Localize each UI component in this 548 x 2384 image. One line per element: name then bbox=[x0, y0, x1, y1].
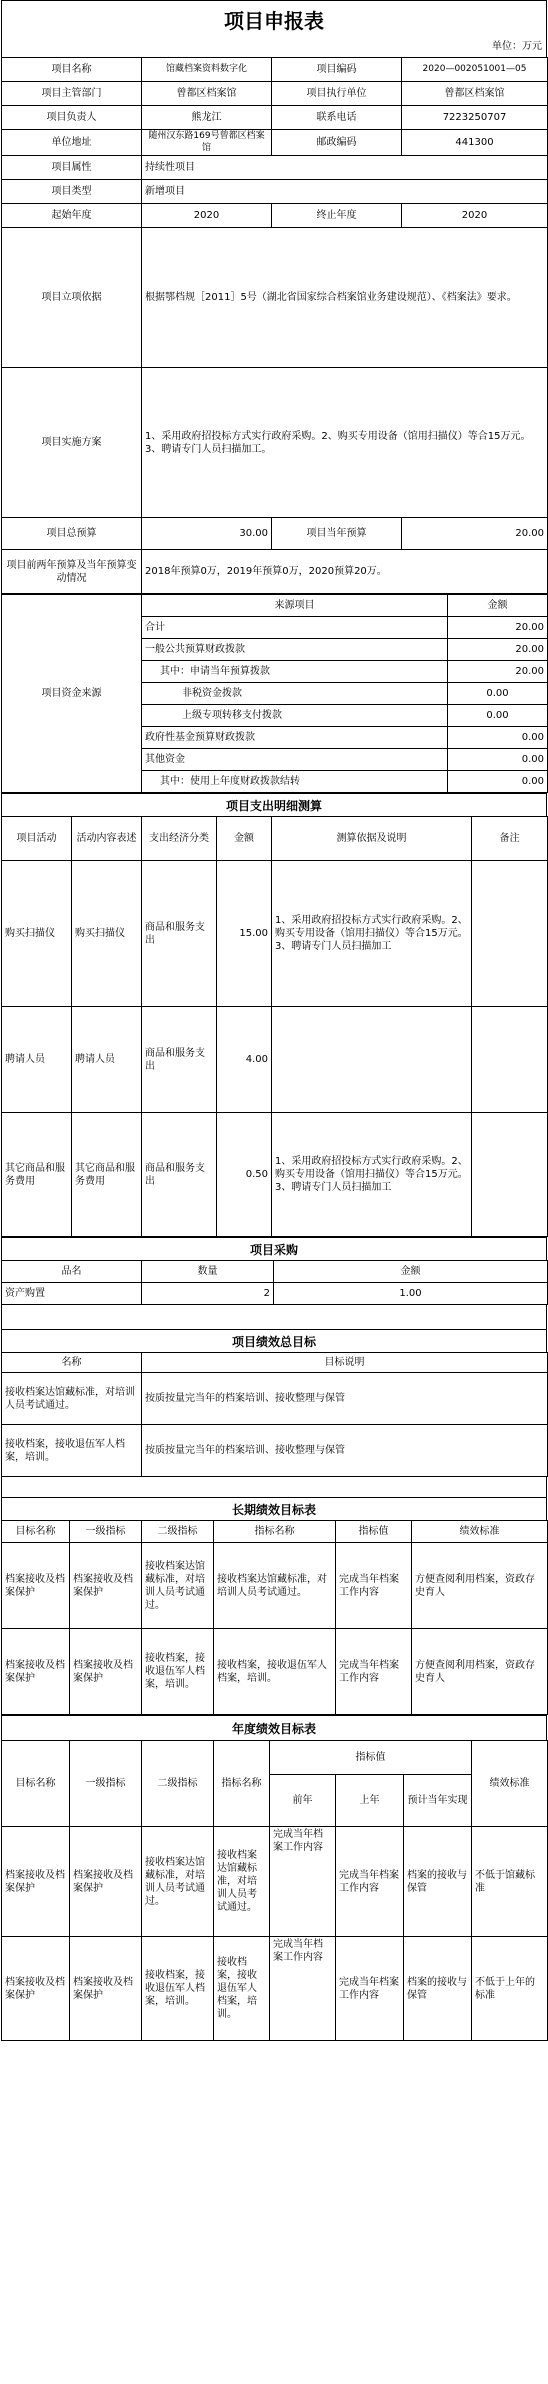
long-l1: 档案接收及档案保护 bbox=[70, 1543, 142, 1629]
funding-col-amount: 金额 bbox=[448, 595, 548, 617]
detail-row bbox=[2, 861, 548, 1007]
detail-note bbox=[472, 1007, 548, 1113]
funding-source: 其中：申请当年预算拨款 bbox=[142, 661, 448, 683]
long-table bbox=[1, 1520, 548, 1715]
purchase-table bbox=[1, 1260, 548, 1305]
type-row bbox=[2, 180, 548, 204]
detail-class: 商品和服务支出 bbox=[142, 1007, 217, 1113]
long-row bbox=[2, 1629, 548, 1715]
annual-prev1: 完成当年档案工作内容 bbox=[336, 1827, 404, 1937]
long-title: 长期绩效目标表 bbox=[1, 1497, 547, 1520]
detail-note bbox=[472, 861, 548, 1007]
detail-content: 购买扫描仪 bbox=[72, 861, 142, 1007]
long-value: 完成当年档案工作内容 bbox=[336, 1543, 412, 1629]
purchase-header bbox=[2, 1261, 548, 1283]
detail-amount: 4.00 bbox=[217, 1007, 272, 1113]
detail-class: 商品和服务支出 bbox=[142, 1113, 217, 1237]
info-row bbox=[2, 130, 548, 156]
annual-col-l2: 二级指标 bbox=[142, 1741, 214, 1827]
perf-name: 接收档案，接收退伍军人档案，培训。 bbox=[2, 1425, 142, 1477]
info-label: 单位地址 bbox=[2, 130, 142, 156]
long-l1: 档案接收及档案保护 bbox=[70, 1629, 142, 1715]
annual-l2: 接收档案达馆藏标准，对培训人员考试通过。 bbox=[142, 1827, 214, 1937]
page-title: 项目申报表 bbox=[1, 0, 547, 37]
info-value: 441300 bbox=[402, 130, 548, 156]
long-l2: 接收档案达馆藏标准，对培训人员考试通过。 bbox=[142, 1543, 214, 1629]
detail-activity: 其它商品和服务费用 bbox=[2, 1113, 72, 1237]
perf-title: 项目绩效总目标 bbox=[1, 1329, 547, 1352]
annual-table bbox=[1, 1740, 548, 2041]
end-year-label: 终止年度 bbox=[272, 204, 402, 228]
prev-budget-label: 项目前两年预算及当年预算变动情况 bbox=[2, 550, 142, 594]
spacer bbox=[1, 1305, 547, 1329]
plan-value: 1、采用政府招投标方式实行政府采购。2、购买专用设备（馆用扫描仪）等合15万元。3、聘请专门人员扫描加工。 bbox=[142, 368, 548, 518]
long-name: 接收档案达馆藏标准，对培训人员考试通过。 bbox=[214, 1543, 336, 1629]
project-application-form bbox=[1, 0, 547, 2041]
long-row bbox=[2, 1543, 548, 1629]
funding-amount: 0.00 bbox=[448, 683, 548, 705]
total-budget-label: 项目总预算 bbox=[2, 518, 142, 550]
detail-class: 商品和服务支出 bbox=[142, 861, 217, 1007]
annual-l1: 档案接收及档案保护 bbox=[70, 1827, 142, 1937]
annual-l1: 档案接收及档案保护 bbox=[70, 1937, 142, 2041]
detail-col-content: 活动内容表述 bbox=[72, 817, 142, 861]
annual-title: 年度绩效目标表 bbox=[1, 1715, 547, 1740]
annual-prev2: 完成当年档案工作内容 bbox=[270, 1937, 336, 2041]
funding-source: 非税资金拨款 bbox=[142, 683, 448, 705]
year-budget-label: 项目当年预算 bbox=[272, 518, 402, 550]
info-value: 曾都区档案馆 bbox=[402, 82, 548, 106]
detail-activity: 购买扫描仪 bbox=[2, 861, 72, 1007]
perf-col-desc: 目标说明 bbox=[142, 1353, 548, 1373]
annual-col-standard: 绩效标准 bbox=[472, 1741, 548, 1827]
perf-row bbox=[2, 1373, 548, 1425]
start-year-label: 起始年度 bbox=[2, 204, 142, 228]
info-label: 项目编码 bbox=[272, 58, 402, 82]
annual-name: 接收档案达馆藏标准，对培训人员考试通过。 bbox=[214, 1827, 270, 1937]
year-budget-value: 20.00 bbox=[402, 518, 548, 550]
perf-col-name: 名称 bbox=[2, 1353, 142, 1373]
attr-row bbox=[2, 156, 548, 180]
annual-name: 接收档案，接收退伍军人档案，培训。 bbox=[214, 1937, 270, 2041]
funding-col-source: 来源项目 bbox=[142, 595, 448, 617]
info-value: 馆藏档案资料数字化 bbox=[142, 58, 272, 82]
annual-col-goal: 目标名称 bbox=[2, 1741, 70, 1827]
funding-amount: 0.00 bbox=[448, 705, 548, 727]
long-l2: 接收档案，接收退伍军人档案，培训。 bbox=[142, 1629, 214, 1715]
info-value: 熊龙江 bbox=[142, 106, 272, 130]
funding-source: 一般公共预算财政拨款 bbox=[142, 639, 448, 661]
long-standard: 方便查阅利用档案，资政存史育人 bbox=[412, 1543, 548, 1629]
annual-prev1: 完成当年档案工作内容 bbox=[336, 1937, 404, 2041]
detail-col-basis: 测算依据及说明 bbox=[272, 817, 472, 861]
purchase-qty: 2 bbox=[142, 1283, 274, 1305]
detail-col-activity: 项目活动 bbox=[2, 817, 72, 861]
annual-row bbox=[2, 1937, 548, 2041]
purchase-row bbox=[2, 1283, 548, 1305]
plan-label: 项目实施方案 bbox=[2, 368, 142, 518]
total-budget-value: 30.00 bbox=[142, 518, 272, 550]
info-value: 曾都区档案馆 bbox=[142, 82, 272, 106]
long-col-l2: 二级指标 bbox=[142, 1521, 214, 1543]
detail-amount: 15.00 bbox=[217, 861, 272, 1007]
detail-content: 聘请人员 bbox=[72, 1007, 142, 1113]
funding-table bbox=[1, 594, 548, 793]
funding-source: 其中：使用上年度财政拨款结转 bbox=[142, 771, 448, 793]
purchase-title: 项目采购 bbox=[1, 1237, 547, 1260]
funding-amount: 0.00 bbox=[448, 727, 548, 749]
funding-source: 政府性基金预算财政拨款 bbox=[142, 727, 448, 749]
detail-col-note: 备注 bbox=[472, 817, 548, 861]
years-row bbox=[2, 204, 548, 228]
annual-prev2: 完成当年档案工作内容 bbox=[270, 1827, 336, 1937]
spacer bbox=[1, 1477, 547, 1497]
detail-content: 其它商品和服务费用 bbox=[72, 1113, 142, 1237]
annual-l2: 接收档案，接收退伍军人档案，培训。 bbox=[142, 1937, 214, 2041]
info-value: 随州汉东路169号曾都区档案馆 bbox=[142, 130, 272, 156]
info-label: 联系电话 bbox=[272, 106, 402, 130]
annual-col-name: 指标名称 bbox=[214, 1741, 270, 1827]
annual-standard: 不低于上年的标准 bbox=[472, 1937, 548, 2041]
info-row bbox=[2, 106, 548, 130]
detail-activity: 聘请人员 bbox=[2, 1007, 72, 1113]
purchase-amount: 1.00 bbox=[274, 1283, 548, 1305]
funding-amount: 20.00 bbox=[448, 639, 548, 661]
info-value: 7223250707 bbox=[402, 106, 548, 130]
long-name: 接收档案，接收退伍军人档案，培训。 bbox=[214, 1629, 336, 1715]
prev-budget-value: 2018年预算0万，2019年预算0万，2020预算20万。 bbox=[142, 550, 548, 594]
detail-col-class: 支出经济分类 bbox=[142, 817, 217, 861]
funding-amount: 0.00 bbox=[448, 771, 548, 793]
basis-row bbox=[2, 228, 548, 368]
long-col-l1: 一级指标 bbox=[70, 1521, 142, 1543]
funding-source: 其他资金 bbox=[142, 749, 448, 771]
annual-col-prev1: 上年 bbox=[336, 1775, 404, 1827]
detail-basis: 1、采用政府招投标方式实行政府采购。2、购买专用设备（馆用扫描仪）等合15万元。3、聘请专门人员扫描加工 bbox=[272, 1113, 472, 1237]
detail-row bbox=[2, 1113, 548, 1237]
detail-header bbox=[2, 817, 548, 861]
info-row bbox=[2, 58, 548, 82]
annual-col-l1: 一级指标 bbox=[70, 1741, 142, 1827]
perf-desc: 按质按量完当年的档案培训、接收整理与保管 bbox=[142, 1425, 548, 1477]
detail-note bbox=[472, 1113, 548, 1237]
long-goal: 档案接收及档案保护 bbox=[2, 1543, 70, 1629]
plan-row bbox=[2, 368, 548, 518]
annual-col-prev2: 前年 bbox=[270, 1775, 336, 1827]
info-label: 项目主管部门 bbox=[2, 82, 142, 106]
annual-goal: 档案接收及档案保护 bbox=[2, 1937, 70, 2041]
long-standard: 方便查阅利用档案，资政存史育人 bbox=[412, 1629, 548, 1715]
annual-header bbox=[2, 1741, 548, 1775]
info-row bbox=[2, 82, 548, 106]
perf-desc: 按质按量完当年的档案培训、接收整理与保管 bbox=[142, 1373, 548, 1425]
long-col-standard: 绩效标准 bbox=[412, 1521, 548, 1543]
prev-budget-row bbox=[2, 550, 548, 594]
detail-table bbox=[1, 816, 548, 1237]
info-value: 2020—002051001—05 bbox=[402, 58, 548, 82]
annual-goal: 档案接收及档案保护 bbox=[2, 1827, 70, 1937]
attr-value: 持续性项目 bbox=[142, 156, 548, 180]
perf-row bbox=[2, 1425, 548, 1477]
info-label: 邮政编码 bbox=[272, 130, 402, 156]
annual-col-value: 指标值 bbox=[270, 1741, 472, 1775]
purchase-name: 资产购置 bbox=[2, 1283, 142, 1305]
funding-amount: 20.00 bbox=[448, 617, 548, 639]
detail-title: 项目支出明细测算 bbox=[1, 793, 547, 816]
long-col-goal: 目标名称 bbox=[2, 1521, 70, 1543]
perf-name: 接收档案达馆藏标准，对培训人员考试通过。 bbox=[2, 1373, 142, 1425]
start-year-value: 2020 bbox=[142, 204, 272, 228]
funding-amount: 20.00 bbox=[448, 661, 548, 683]
basic-info-table bbox=[1, 57, 548, 594]
detail-amount: 0.50 bbox=[217, 1113, 272, 1237]
type-value: 新增项目 bbox=[142, 180, 548, 204]
budget-row bbox=[2, 518, 548, 550]
info-label: 项目执行单位 bbox=[272, 82, 402, 106]
basis-label: 项目立项依据 bbox=[2, 228, 142, 368]
end-year-value: 2020 bbox=[402, 204, 548, 228]
unit-label: 单位：万元 bbox=[1, 37, 547, 57]
perf-header bbox=[2, 1353, 548, 1373]
detail-basis bbox=[272, 1007, 472, 1113]
long-value: 完成当年档案工作内容 bbox=[336, 1629, 412, 1715]
long-col-value: 指标值 bbox=[336, 1521, 412, 1543]
info-label: 项目负责人 bbox=[2, 106, 142, 130]
detail-row bbox=[2, 1007, 548, 1113]
info-label: 项目名称 bbox=[2, 58, 142, 82]
detail-col-amount: 金额 bbox=[217, 817, 272, 861]
long-goal: 档案接收及档案保护 bbox=[2, 1629, 70, 1715]
purchase-col-amount: 金额 bbox=[274, 1261, 548, 1283]
long-col-name: 指标名称 bbox=[214, 1521, 336, 1543]
purchase-col-name: 品名 bbox=[2, 1261, 142, 1283]
annual-standard: 不低于馆藏标准 bbox=[472, 1827, 548, 1937]
type-label: 项目类型 bbox=[2, 180, 142, 204]
funding-header bbox=[2, 595, 548, 617]
annual-current: 档案的接收与保管 bbox=[404, 1937, 472, 2041]
funding-source: 合计 bbox=[142, 617, 448, 639]
purchase-col-qty: 数量 bbox=[142, 1261, 274, 1283]
attr-label: 项目属性 bbox=[2, 156, 142, 180]
annual-row bbox=[2, 1827, 548, 1937]
annual-current: 档案的接收与保管 bbox=[404, 1827, 472, 1937]
funding-label: 项目资金来源 bbox=[2, 595, 142, 793]
annual-col-current: 预计当年实现 bbox=[404, 1775, 472, 1827]
basis-value: 根据鄂档规［2011］5号（湖北省国家综合档案馆业务建设规范）、《档案法》要求。 bbox=[142, 228, 548, 368]
long-header bbox=[2, 1521, 548, 1543]
funding-source: 上级专项转移支付拨款 bbox=[142, 705, 448, 727]
detail-basis: 1、采用政府招投标方式实行政府采购。2、购买专用设备（馆用扫描仪）等合15万元。3、聘请专门人员扫描加工 bbox=[272, 861, 472, 1007]
funding-amount: 0.00 bbox=[448, 749, 548, 771]
perf-table bbox=[1, 1352, 548, 1477]
